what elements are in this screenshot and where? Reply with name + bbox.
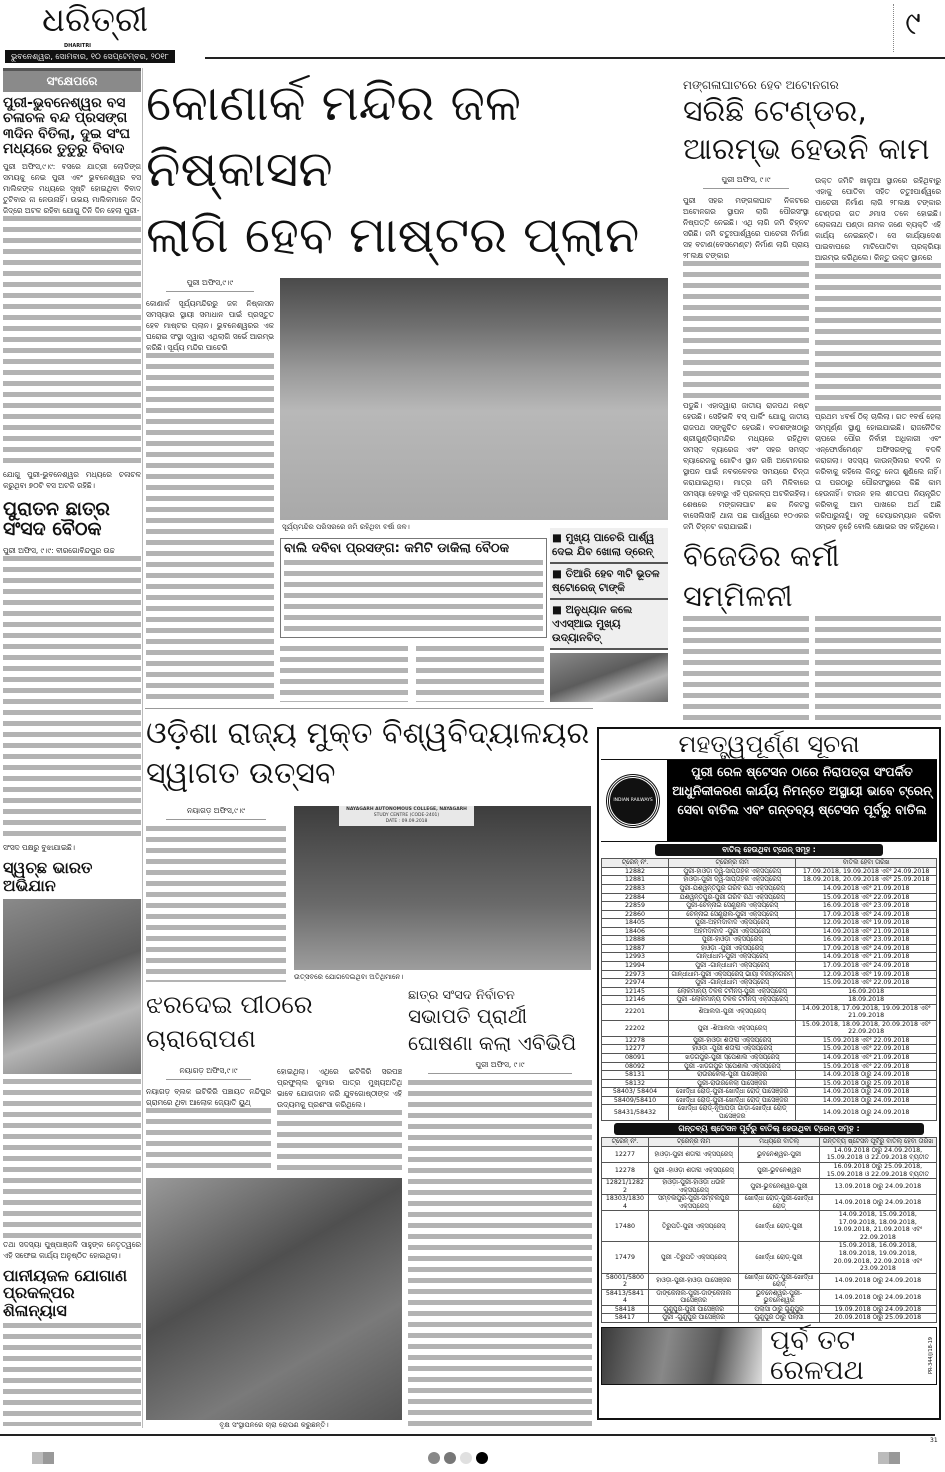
text-lines	[815, 263, 941, 411]
table-cell: 14.09.2018 ଠାରୁ 24.09.2018	[819, 1273, 936, 1289]
table-cell: ଭୁବନେଶ୍ୱର-ପୁରୀ	[739, 1146, 819, 1162]
table-cell: ଗାନ୍ଧୀଧାମ-ପୁରୀ ଏକ୍ସପ୍ରେସ୍	[669, 953, 796, 962]
table-row	[602, 867, 937, 876]
brief-body-swachh-end: ତଥା ସଦସ୍ୟା ପୁଷ୍ପାଞ୍ଜଳି ସାହୁଙ୍କ ନେତୃତ୍ୱରେ ଏହି ସଫେଇ କାର୍ଯ୍ୟ ଅନୁଷ୍ଠିତ ହୋଇଥିଲା।	[3, 1239, 141, 1260]
osou-photo-caption: ଉତ୍ସବରେ ଯୋଗଦେଇଥିବା ଅତିଥିମାନେ।	[294, 973, 404, 981]
table-cell: ଭୁବନେଶ୍ୱର-ପୁରୀ-ଭୁବନେଶ୍ୱର	[739, 1289, 819, 1305]
table-cell: 15.09.2018 ଏବଂ 22.09.2018	[796, 893, 937, 902]
register-mark-right	[878, 1452, 900, 1464]
page-number: ୯	[905, 4, 921, 42]
table-row	[602, 1020, 937, 1036]
highlight-text: ମୁଖ୍ୟ ପାଚେରି ପାର୍ଶ୍ୱ ଦେଇ ଯିବ ଖୋଲା ଡ୍ରେନ୍	[552, 532, 655, 558]
table-cell: 16.09.2018	[796, 987, 937, 996]
table-row	[602, 1211, 937, 1242]
notice-message-panel	[601, 760, 937, 842]
table-cell: 18303/18304	[602, 1195, 649, 1211]
column-header: ଟ୍ରେନ୍ ନଂ.	[602, 1138, 649, 1147]
table-row	[602, 1162, 937, 1178]
table-cell: ରାଉରକେଲା-ପୁରୀ ପାସେଞ୍ଜର	[669, 1071, 796, 1080]
text-lines	[416, 646, 544, 702]
table-row	[602, 1045, 937, 1054]
table-cell: ହାଓଡ଼ା-ପୁରୀ ଶତାବ୍ଦୀ ଏକ୍ସପ୍ରେସ୍	[648, 1146, 738, 1162]
lead-headline-line2: ଲାଗି ହେବ ମାଷ୍ଟର ପ୍ଲାନ	[146, 206, 640, 264]
brief-headline-bus: ପୁରୀ-ଭୁବନେଶ୍ୱର ବସ ଚଳାଚଳ ବନ୍ଦ ପ୍ରସଙ୍ଗ ୩ଦିନ ବିତିଲା, ଦୁଇ ସଂଘ ମଧ୍ୟରେ ତୁତୁରୁ ବିବାଦ	[3, 95, 131, 158]
table-cell: 12146	[602, 996, 669, 1005]
text-lines	[683, 616, 809, 720]
table-cell: 58132	[602, 1079, 669, 1088]
plantation-columns	[146, 1066, 402, 1174]
table-cell: ପୁରୀ -ଖଡ଼ଗପୁର ସ୍ପେଶାଲ ଏକ୍ସପ୍ରେସ୍	[669, 1062, 796, 1071]
table-cell: 12994	[602, 961, 669, 970]
table-row	[602, 876, 937, 885]
column-header: ଗନ୍ତବ୍ୟ ଷ୍ଟେସନ ପୂର୍ବରୁ ବାତିଲ୍ ହେବା ତାରିଖ	[819, 1138, 936, 1147]
text-lines	[683, 261, 809, 400]
table-cell: 18405	[602, 919, 669, 928]
table-cell: 14.09.2018, 17.09.2018, 19.09.2018 ଏବଂ 21.09.2018	[796, 1004, 937, 1020]
table-cell: 08092	[602, 1062, 669, 1071]
banner-line: DATE : 09.09.2018	[385, 819, 428, 824]
page-number-divider	[893, 4, 894, 52]
table-cell: 17.09.2018 ଏବଂ 24.09.2018	[796, 944, 937, 953]
text-lines	[280, 646, 408, 702]
table-row	[602, 1179, 937, 1195]
brief-headline-water: ପାନୀୟଜଳ ଯୋଗାଣ ପ୍ରକଳ୍ପର ଶିଳାନ୍ୟାସ	[3, 1265, 128, 1320]
table-row	[602, 1195, 937, 1211]
table-cell: ପୁରୀ -ହାଓଡ଼ା ଶତାବ୍ଦୀ ଏକ୍ସପ୍ରେସ୍	[648, 1162, 738, 1178]
osou-event-photo	[294, 806, 591, 970]
table-row	[602, 885, 937, 894]
table-cell: 15.09.2018 ଏବଂ 22.09.2018	[796, 1062, 937, 1071]
brief-body-alumni: ପୁରୀ ଅଫିସ, ୯।୯: ବୀରଗୋବିନ୍ଦପୁର ଉଚ୍ଚ	[3, 546, 115, 556]
table-cell: ପୁରୀ-ହାଓଡ଼ା ଦ୍ୱି-ସାପ୍ତାହିକ ଏକ୍ସପ୍ରେସ୍	[669, 867, 796, 876]
autonagar-dateline: ପୁରୀ ଅଫିସ, ୯।୯	[703, 175, 789, 189]
text-lines	[3, 1079, 141, 1239]
lead-story-column-1	[146, 278, 274, 702]
osou-column	[146, 806, 286, 982]
table-row	[602, 987, 937, 996]
autonagar-column-2	[815, 175, 941, 532]
table-cell: ସମ୍ବଲପୁର-ପୁରୀ-ସମ୍ବଲପୁର ଏକ୍ସପ୍ରେସ୍	[648, 1195, 738, 1211]
table-row	[602, 910, 937, 919]
table-cell: ଖୋର୍ଦ୍ଧା ରୋଡ୍-ପୁରୀ-ଖୋର୍ଦ୍ଧା ରୋଡ୍ ପାସେଞ୍ଜର	[669, 1096, 796, 1105]
table-cell: 12881	[602, 876, 669, 885]
table-row	[602, 996, 937, 1005]
officials-inspection-photo	[550, 653, 668, 702]
table-cell: ହାଓଡ଼ା-ପୁରୀ-ହାଓଡ଼ା ଧଉଳି ଏକ୍ସପ୍ରେସ୍	[648, 1179, 738, 1195]
register-dots	[428, 1452, 488, 1464]
notice-message: ପୁରୀ ରେଳ ଷ୍ଟେସନ ଠାରେ ନିରାପତ୍ତା ସଂପର୍କିତ ଆଧୁନିକୀକରଣ କାର୍ଯ୍ୟ ନିମନ୍ତେ ଅସ୍ଥାୟୀ ଭାବେ ଟ୍ରେନ୍ ସେବା ବାତିଲ ଏବଂ ଗନ୍ତବ୍ୟ ଷ୍ଟେସନ ପୂର୍ବରୁ ବାତିଲ	[667, 760, 937, 841]
pr-code: PR-344/J/18-19	[928, 1337, 934, 1375]
table-cell: 14.09.2018 ଠାରୁ 24.09.2018	[796, 1071, 937, 1080]
table-cell: ଖୋର୍ଦ୍ଧା ରୋଡ୍-ନୂଆପଡ଼ା ଗାଡ଼ା-ଖୋର୍ଦ୍ଧା ରୋଡ୍ ପାସେଞ୍ଜର	[669, 1105, 796, 1121]
table-cell: 22973	[602, 970, 669, 979]
related-story-headline: ବାଲି ଦବିବା ପ୍ରସଙ୍ଗ: କମିଟି ଡାକିଲା ବୈଠକ	[284, 541, 510, 556]
newspaper-logo: ଧରିତ୍ରୀ	[42, 0, 149, 40]
table-cell: ଲୋକମାନ୍ୟ ତିଳକ ଟର୍ମିନସ୍-ପୁରୀ ଏକ୍ସପ୍ରେସ୍	[669, 987, 796, 996]
autonagar-kicker: ମଙ୍ଗଳାଘାଟରେ ହେବ ଅଟୋନଗର	[683, 78, 839, 92]
table-cell: 22884	[602, 893, 669, 902]
lead-body-area	[146, 278, 670, 702]
plantation-photo	[146, 1178, 402, 1420]
table-row	[602, 1105, 937, 1121]
table-row	[602, 961, 937, 970]
plantation-photo-caption: ବୃକ୍ଷ ସଂସ୍ଥାପନରେ ଚାରା ରୋପଣ କରୁଛନ୍ତି।	[219, 1421, 329, 1429]
highlight-item: ■ ତିଆରି ହେବ ୩ଟି ଭୂତଳ ଷ୍ଟୋରେଜ୍ ଟାଙ୍କି	[550, 564, 668, 600]
table-row	[602, 927, 937, 936]
table-cell: 58403/ 58404	[602, 1088, 669, 1097]
notice-title: ମହତ୍ତ୍ୱପୂର୍ଣ୍ଣ ସୂଚନା	[601, 731, 937, 760]
east-coast-railway-brand: ପୂର୍ବ ତଟ ରେଳପଥ	[770, 1325, 864, 1386]
table-cell: 22974	[602, 979, 669, 988]
plantation-column-2	[277, 1066, 402, 1174]
text-lines	[3, 216, 141, 469]
table-cell: ଚେନ୍ନାଇ ସେଣ୍ଟ୍ରାଲ-ପୁରୀ ଏକ୍ସପ୍ରେସ୍	[669, 910, 796, 919]
autonagar-story	[683, 78, 941, 720]
table-cell: ତିରୁପତି-ପୁରୀ ଏକ୍ସପ୍ରେସ୍	[648, 1211, 738, 1242]
table-cell: ଖୋର୍ଦ୍ଧା ରୋଡ୍-ପୁରୀ-ଖୋର୍ଦ୍ଧା ରୋଡ୍ ପାସେଞ୍ଜର	[669, 1088, 796, 1097]
railway-notice-ad	[597, 727, 941, 1420]
table-cell: 14.09.2018 ଏବଂ 21.09.2018	[796, 927, 937, 936]
bjd-meeting-headline: ବିଜେଡିର କର୍ମୀ ସମ୍ମିଳନୀ	[683, 539, 840, 613]
table-row	[602, 1314, 937, 1323]
highlight-item: ■ ଅନୁଧ୍ୟାନ କଲେ ଏଏସ୍‌ଆଇ ମୁଖ୍ୟ ଉଦ୍ୟାନବିତ୍	[550, 600, 668, 650]
table-cell: 12.09.2018 ଏବଂ 19.09.2018	[796, 919, 937, 928]
table-row	[602, 1062, 937, 1071]
table-cell: 22202	[602, 1020, 669, 1036]
table-cell: ପୁରୀ-ହାଓଡ଼ା ଏକ୍ସପ୍ରେସ୍	[669, 936, 796, 945]
short-terminated-trains-table	[601, 1137, 937, 1323]
related-story-box	[280, 538, 547, 638]
table-cell: ପୁରୀ-ଭୁବନେଶ୍ୱର	[739, 1162, 819, 1178]
text-lines	[284, 560, 543, 634]
section-label: ସଂକ୍ଷେପରେ	[3, 68, 141, 92]
footer-page-code: 31	[930, 1437, 938, 1444]
text-lines	[277, 1110, 402, 1174]
table-cell: ପୁରୀ -ଗାନ୍ଧୀଧାମ ଏକ୍ସପ୍ରେସ୍	[669, 961, 796, 970]
table-row	[602, 1146, 937, 1162]
osou-story	[146, 714, 591, 982]
footer-rule	[0, 1434, 935, 1436]
table-row	[602, 1071, 937, 1080]
table-cell: ଗୁଣୁପୁର ଠାରୁ ପଲାସା	[739, 1314, 819, 1323]
column-header: ଟ୍ରେନ୍ ନଂ.	[602, 859, 669, 868]
table-row	[602, 1053, 937, 1062]
table-cell: 12882	[602, 867, 669, 876]
table-cell: ଖୋର୍ଦ୍ଧା ରୋଡ୍-ପୁରୀ-ଖୋର୍ଦ୍ଧା ରୋଡ୍	[739, 1195, 819, 1211]
lead-body: କୋଣାର୍କ ସୂର୍ଯ୍ୟମନ୍ଦିରରୁ ଜଳ ନିଷ୍କାସନ ସମସ୍ୟାର ସ୍ଥାୟୀ ସମାଧାନ ପାଇଁ ପ୍ରସ୍ତୁତ ହେବ ମାଷ୍ଟର ପ୍ଲାନ। ଭୁବନେଶ୍ୱରର ଏକ ଘରୋଇ ସଂସ୍ଥା ଦ୍ୱାରା ଏଥିଲାଗି ସର୍ଭେ ଆରମ୍ଭ କରିଛି। ସୂର୍ଯ୍ୟ ମନ୍ଦିର ପାଚେରି	[146, 299, 274, 352]
lead-photo-caption: ସୂର୍ଯ୍ୟମନ୍ଦିର ପରିସରରେ ଜମି ରହିଥିବା ବର୍ଷା ଜଳ।	[282, 523, 410, 531]
table-cell: 14.09.2018 ଠାରୁ 24.09.2018	[819, 1289, 936, 1305]
register-dot	[476, 1452, 488, 1464]
text-lines	[146, 1108, 271, 1174]
table-cell: 18.09.2018	[796, 996, 937, 1005]
table-cell: ଗୁଣୁପୁର-ପୁରୀ ପାସେଞ୍ଜର	[648, 1305, 738, 1314]
table-cell: 58413/58414	[602, 1289, 649, 1305]
bjd-columns	[683, 616, 941, 720]
osou-photo-area	[294, 806, 591, 982]
banner-line: NAYAGARH AUTONOMOUS COLLEGE, NAYAGARH	[346, 807, 467, 812]
table-row	[602, 979, 937, 988]
text-lines	[146, 353, 274, 702]
table-cell: 18406	[602, 927, 669, 936]
autonagar-columns	[683, 175, 941, 532]
table-cell: 15.09.2018 ଏବଂ 22.09.2018	[796, 1045, 937, 1054]
table-cell: 15.09.2018 ଏବଂ 22.09.2018	[796, 1036, 937, 1045]
table-cell: ହାଓଡ଼ା -ପୁରୀ ଏକ୍ସପ୍ରେସ୍	[669, 944, 796, 953]
table-row	[602, 1079, 937, 1088]
autonagar-body-3: ପଡୁଛି। ଏହାଦ୍ୱାରା ଜାତୀୟ ରାଜପଥ ନଷ୍ଟ ହେଉଛି। ସେହିଭଳି ବସ୍ ପାର୍କିଂ ଯୋଗୁ ଜାତୀୟ ରାଜପଥ ସଙ୍କୁଚିତ ହେଉଛି। ବଡଶଙ୍ଖଠାରୁ ଶ୍ରୀଗୁଣ୍ଡିଚାମନ୍ଦିର ମଧ୍ୟରେ ରହିଥିବା ସମସ୍ତ ବ୍ୟାରେଜ ଏବଂ ସହର ସମସ୍ତ ବ୍ୟାରେଜକୁ ଗୋଟିଏ ସ୍ଥାନ ରଖି ଅଟୋନଗର ସ୍ଥାପନ ପାଇଁ ନବକଳେବର ସମୟରେ ଚିନ୍ତା କରାଯାଇଥିଲା। ମାତ୍ର ଜମି ମିଳିବାରେ ସମସ୍ୟା ହେବାରୁ ଏହି ପ୍ରକଳ୍ପ ଅଟକିରହିଲା। ଶେଷରେ ମଙ୍ଗଳାଘାଟ ଛକ ନିକଟସ୍ଥ ବାସେଲିସାହି ଥାନା ପଛ ପାର୍ଶ୍ୱରେ ୧୦ଏକର ଜମି ଚିହ୍ନଟ କରାଯାଇଛି।	[683, 401, 809, 531]
abvp-headline: ସଭାପତି ପ୍ରାର୍ଥୀ ଘୋଷଣା କଲା ଏବିଭିପି	[408, 1004, 577, 1055]
table-row	[602, 970, 937, 979]
table-row	[602, 953, 937, 962]
lead-photo-waterlogged-temple	[280, 278, 668, 520]
brief-body-bus-end: ଯୋଗୁ ପୁରୀ-ଭୁବନେଶ୍ୱର ମଧ୍ୟରେ ଚଳାଚଳ କରୁଥିବା ୭୦ଟି ବସ ଅଟକି ରହିଛି।	[3, 469, 141, 490]
register-dot	[444, 1452, 456, 1464]
table-row	[602, 1242, 937, 1273]
table-cell: 22201	[602, 1004, 669, 1020]
swachh-photo	[3, 899, 141, 1074]
table-cell: ଡାଙ୍କେନାଲ-ପୁରୀ-ଡାଙ୍କେନାଲ ପାସେଞ୍ଜର	[648, 1289, 738, 1305]
lead-headline	[146, 70, 670, 268]
lead-dateline: ପୁରୀ ଅଫିସ,୯।୯	[166, 278, 254, 292]
table-row	[602, 1004, 937, 1020]
table-cell: 12.09.2018 ଏବଂ 19.09.2018	[796, 970, 937, 979]
table-cell: ଖୋର୍ଦ୍ଧା ରୋଡ୍-ପୁରୀ	[739, 1242, 819, 1273]
table-cell: ଖୋର୍ଦ୍ଧା ରୋଡ୍-ପୁରୀ	[739, 1211, 819, 1242]
table-cell: ପୁରୀ -ଶିଆଲଦା ଏକ୍ସପ୍ରେସ୍	[669, 1020, 796, 1036]
table-cell: 12277	[602, 1146, 649, 1162]
table-cell: 12278	[602, 1162, 649, 1178]
table-row	[602, 936, 937, 945]
table-cell: 15.09.2018, 16.09.2018, 18.09.2018, 19.09.2018, 20.09.2018, 22.09.2018 ଏବଂ 23.09.2018	[819, 1242, 936, 1273]
highlight-text: ତିଆରି ହେବ ୩ଟି ଭୂତଳ ଷ୍ଟୋରେଜ୍ ଟାଙ୍କି	[552, 568, 660, 594]
table-cell: ପୁରୀ -ଗାନ୍ଧୀଧାମ ଏକ୍ସପ୍ରେସ୍	[669, 979, 796, 988]
brief-body-bus: ପୁରୀ ଅଫିସ,୯।୯: ବସରେ ଯାତ୍ରୀ ଲୋଡିଙ୍ଗ ସମୟକୁ ନେଇ ପୁରୀ ଏବଂ ଭୁବନେଶ୍ୱର ବସ ମାଲିକଙ୍କ ମଧ୍ୟରେ ସୃଷ୍ଟି ହୋଇଥିବା ବିବାଦ ତୁଟିବାର ନା ନେଉନାହିଁ। ଉଭୟ ମାଲିକମାନେ ଜିଦ୍‌ ଜିଦ୍‌ରେ ଅଟଳ ରହିବା ଯୋଗୁ ତିନି ଦିନ ହେଲା ପୁରୀ-	[3, 161, 141, 215]
table-cell: ପୁରୀ-ରାଉରକେଲା ପାସେଞ୍ଜର	[669, 1079, 796, 1088]
osou-dateline: ନୟାଗଡ଼ ଅଫିସ,୯।୯	[166, 806, 266, 820]
table-header-row	[602, 1138, 937, 1147]
table-cell: 20.09.2018 ଠାରୁ 25.09.2018	[819, 1314, 936, 1323]
register-mark-left	[32, 1452, 54, 1464]
lead-highlights	[550, 528, 668, 650]
table-cell: 12821/12822	[602, 1179, 649, 1195]
osou-body-area	[146, 806, 591, 982]
table-cell: 14.09.2018 ଠାରୁ 24.09.2018	[819, 1195, 936, 1211]
text-lines	[3, 1323, 141, 1426]
table-cell: ଗାନ୍ଧୀଧାମ-ପୁରୀ ଏକ୍ସପ୍ରେସ୍ ଭାୟା ବିଜୟନଗରମ୍	[669, 970, 796, 979]
table-cell: 14.09.2018 ଠାରୁ 24.09.2018	[796, 1105, 937, 1121]
plantation-body-2: ହୋଇଥିଲା। ଏଥିରେ ଇଟିକିରି ସରପଞ୍ଚ ପ୍ରଫୁଲ୍ଲ କୁମାର ପାତ୍ର ମୁଖ୍ୟଅତିଥି ଭାବେ ଯୋଗଦାନ କରି ଯୁବଗୋଷ୍ଠୀଙ୍କ ଏହି ଉଦ୍ୟମକୁ ପ୍ରଶଂସା କରିଥିଲେ।	[277, 1067, 402, 1109]
table-header-row	[602, 859, 937, 868]
table-cell: ପୁରୀ -ଗୁଣୁପୁର ପାସେଞ୍ଜର	[648, 1314, 738, 1323]
column-header: ଟ୍ରେନ୍‌ର ନାମ	[669, 859, 796, 868]
abvp-kicker: ଛାତ୍ର ସଂସଦ ନିର୍ବାଚନ	[408, 988, 515, 1003]
table-row	[602, 944, 937, 953]
table-cell: 22860	[602, 910, 669, 919]
brief-headline-alumni: ପୁରାତନ ଛାତ୍ର ସଂସଦ ବୈଠକ	[3, 497, 110, 541]
table-cell: 16.09.2018 ଠାରୁ 25.09.2018, 15.09.2018 ଓ 22.09.2018 ବ୍ୟତୀତ	[819, 1162, 936, 1178]
table-cell: 14.09.2018, 15.09.2018, 17.09.2018, 18.09.2018, 19.09.2018, 21.09.2018 ଏବଂ 22.09.2018	[819, 1211, 936, 1242]
table-cell: 18.09.2018, 20.09.2018 ଏବଂ 25.09.2018	[796, 876, 937, 885]
table-cell: 17.09.2018, 19.09.2018 ଏବଂ 24.09.2018	[796, 867, 937, 876]
brief-headline-swachh: ସ୍ୱଚ୍ଛ ଭାରତ ଅଭିଯାନ	[3, 858, 93, 895]
table-cell: 58418	[602, 1305, 649, 1314]
abvp-dateline: ପୁରୀ ଅଫିସ, ୯।୯	[428, 1060, 572, 1074]
table-row	[602, 902, 937, 911]
column-header: ଟ୍ରେନ୍‌ର ନାମ	[648, 1138, 738, 1147]
logo-subtitle: DHARITRI	[64, 43, 92, 49]
locomotive-image	[602, 1328, 762, 1384]
briefs-column	[3, 68, 141, 1426]
table-cell: ଯଶୱନ୍ତପୁର-ପୁରୀ ଗରିବ ରଥ ଏକ୍ସପ୍ରେସ୍	[669, 893, 796, 902]
table-row	[602, 1305, 937, 1314]
table-cell: 58409/58410	[602, 1096, 669, 1105]
lead-right-area	[280, 278, 670, 702]
table-cell: 15.09.2018 ଏବଂ 22.09.2018	[796, 979, 937, 988]
table-cell: ହାଓଡ଼ା -ପୁରୀ ଶତାବ୍ଦୀ ଏକ୍ସପ୍ରେସ୍	[669, 1045, 796, 1054]
table-cell: 58131	[602, 1071, 669, 1080]
plantation-story	[146, 988, 402, 1430]
table-cell: 14.09.2018 ଏବଂ 21.09.2018	[796, 1053, 937, 1062]
table-row	[602, 1273, 937, 1289]
railway-banner	[601, 1327, 937, 1385]
text-lines	[3, 556, 141, 842]
column-header: ମଧ୍ୟରେ ବାତିଲ୍	[739, 1138, 819, 1147]
autonagar-headline: ସରିଛି ଟେଣ୍ଡର, ଆରମ୍ଭ ହେଉନି କାମ	[683, 94, 930, 167]
table-row	[602, 919, 937, 928]
table-cell: 17.09.2018 ଏବଂ 24.09.2018	[796, 910, 937, 919]
plantation-body-1: ନୟାଗଡ଼ ବ୍ଲକ ଇଟିକିରି ପଞ୍ଚାୟତ ନନ୍ଦିପୁର ଗ୍ରାମରେ ଥିବା ଆଲୋକ ଜ୍ୟୋତି ୟୁଥ୍	[146, 1087, 271, 1107]
highlight-item: ■ ମୁଖ୍ୟ ପାଚେରି ପାର୍ଶ୍ୱ ଦେଇ ଯିବ ଖୋଲା ଡ୍ରେନ୍	[550, 528, 668, 564]
table-cell: 14.09.2018 ଠାରୁ 24.09.2018, 15.09.2018 ଓ 22.09.2018 ବ୍ୟତୀତ	[819, 1146, 936, 1162]
table-cell: ପୁରୀ -ତିରୁପତି ଏକ୍ସପ୍ରେସ୍	[648, 1242, 738, 1273]
edition-date: ଭୁବନେଶ୍ୱର, ସୋମବାର, ୧୦ ସେପ୍ଟେମ୍ବର, ୨୦୧୮	[5, 50, 175, 63]
table-cell: ପୁରୀ-ଭୁବନେଶ୍ୱର-ପୁରୀ	[739, 1179, 819, 1195]
table-cell: ହାଓଡ଼ା-ପୁରୀ-ହାଓଡ଼ା ପାସେଞ୍ଜର	[648, 1273, 738, 1289]
highlight-text: ଅନୁଧ୍ୟାନ କଲେ ଏଏସ୍‌ଆଇ ମୁଖ୍ୟ ଉଦ୍ୟାନବିତ୍	[552, 604, 633, 644]
college-banner	[339, 806, 474, 826]
lead-story	[146, 70, 670, 702]
plantation-headline: ଝରଦେଇ ପୀଠରେ ଚାରାରୋପଣ	[146, 990, 313, 1053]
lead-headline-line1: କୋଣାର୍କ ମନ୍ଦିର ଜଳ ନିଷ୍କାସନ	[146, 74, 521, 198]
table-cell: ପୁରୀ -ଲୋକମାନ୍ୟ ତିଳକ ଟର୍ମିନସ୍ ଏକ୍ସପ୍ରେସ୍	[669, 996, 796, 1005]
table-cell: ଅହମଦାବାଦ -ପୁରୀ ଏକ୍ସପ୍ରେସ୍	[669, 927, 796, 936]
table-cell: 12277	[602, 1045, 669, 1054]
table-cell: 58417	[602, 1314, 649, 1323]
autonagar-column-1	[683, 175, 809, 532]
table-row	[602, 1036, 937, 1045]
table-cell: 19.09.2018 ଠାରୁ 24.09.2018	[819, 1305, 936, 1314]
table-row	[602, 893, 937, 902]
register-dot	[428, 1452, 440, 1464]
osou-headline: ଓଡ଼ିଶା ରାଜ୍ୟ ମୁକ୍ତ ବିଶ୍ୱବିଦ୍ୟାଳୟର ସ୍ୱାଗତ ଉତ୍ସବ	[146, 716, 590, 791]
brief-body-alumni-end: ସଂସଦ ପକ୍ଷରୁ ବୁଝାଯାଇଛି।	[3, 843, 75, 853]
section-rule	[145, 708, 593, 709]
table-cell: ପୁରୀ-ଅହମଦାବାଦ ଏକ୍ସପ୍ରେସ୍	[669, 919, 796, 928]
table-cell: 14.09.2018 ଠାରୁ 24.09.2018	[796, 1096, 937, 1105]
table-cell: 16.09.2018 ଏବଂ 23.09.2018	[796, 936, 937, 945]
table-row	[602, 1096, 937, 1105]
table-cell: 22859	[602, 902, 669, 911]
table-cell: 12888	[602, 936, 669, 945]
table-row	[602, 1289, 937, 1305]
table-cell: 08091	[602, 1053, 669, 1062]
autonagar-body-2: ଉକ୍ତ ଜମିଟି ଖାଲୁଆ ସ୍ଥାନରେ ରହିଥିବାରୁ ଏହାକୁ ପୋତିବା ସହିତ ଚତୁଃପାର୍ଶ୍ୱରେ ପାଚେରୀ ନିର୍ମାଣ ଲାଗି ୨୮ଲକ୍ଷ ଟଙ୍କାର ଟେଣ୍ଡର ଗତ ୬ମାସ ତଳେ ହୋଇଛି। ଲୋକନାଥ ପଣ୍ଡା ନାମକ ଜଣେ ବ୍ୟକ୍ତି ଏହି କାର୍ଯ୍ୟ ନେଇଛନ୍ତି। ସେ କାର୍ଯ୍ୟାଦେଶ ପାଇବାପରେ ମାଟିପୋତିବା ପ୍ରକ୍ରିୟା ଆରମ୍ଭ କରିଥିଲେ। କିନ୍ତୁ ଉକ୍ତ ସ୍ଥାନରେ	[815, 176, 941, 262]
indian-railways-logo	[607, 775, 659, 827]
autonagar-body-4: ପ୍ରଥମ ୪ବର୍ଷ ଠିକ୍ ଚାଲିଲା। ଗତ ୧ବର୍ଷ ହେଲା ସମ୍ପୂର୍ଣ୍ଣ ସ୍ଥାଣୁ ହୋଇଯାଇଛି। ରାଜନୈତିକ ଚାପରେ ପୌର ନିର୍ବାହୀ ଅଧିକାରୀ ଏବଂ ଏନ୍‌ଫୋର୍ସମେଣ୍ଟ ଅଫିସରଙ୍କୁ ବଦଳି କରାଗଲା। ସଦସ୍ୟ କାଉନ୍ସିଲର ବଦଳି ନ କରିବାକୁ କହିଲେ କିନ୍ତୁ ନେତା ଶୁଣିଲେ ନାହିଁ। ତା ପରଠାରୁ ପୌରସଂସ୍ଥାରେ କିଛି କାମ ହେଉନାହିଁ। ଟାଉନ ହଲ ଶୀତତାପ ନିୟନ୍ତ୍ରିତ କରିବାକୁ ଆମ ପାଖରେ ଅର୍ଥ ଅଛି କରିପାରୁନାହୁଁ। ସବୁ ଚେୟାରମ୍ୟାନ କରିବା ସମ୍ଭବ ନୁହେଁ ବୋଲି କ୍ଷୋଭର ସହ କହିଥିଲେ।	[815, 412, 941, 531]
table-cell: ଖଡ଼ଗପୁର-ପୁରୀ ସ୍ପେଶାଲ ଏକ୍ସପ୍ରେସ୍	[669, 1053, 796, 1062]
table-cell: 17479	[602, 1242, 649, 1273]
table-cell: 12145	[602, 987, 669, 996]
table-cell: 12993	[602, 953, 669, 962]
table-cell: 17480	[602, 1211, 649, 1242]
column-header: ବାତିଲ ହେବା ତାରିଖ	[796, 859, 937, 868]
short-terminated-trains-title: ଗନ୍ତବ୍ୟ ଷ୍ଟେସନ ପୂର୍ବରୁ ବାତିଲ୍ ହେଉଥିବା ଟ୍ରେନ୍ ସମୂହ :	[614, 1123, 923, 1135]
table-cell: 15.09.2018, 18.09.2018, 20.09.2018 ଏବଂ 22.09.2018	[796, 1020, 937, 1036]
text-lines	[146, 826, 286, 982]
table-cell: 14.09.2018 ଏବଂ 21.09.2018	[796, 953, 937, 962]
table-cell: ପଲାସା ଠାରୁ ଗୁଣୁପୁର	[739, 1305, 819, 1314]
logo-text: INDIAN RAILWAYS	[613, 798, 653, 804]
text-lines	[408, 1080, 592, 1426]
plantation-dateline: ନୟାଗଡ଼ ଅଫିସ,୯।୯	[166, 1066, 251, 1080]
table-cell: ଖୋର୍ଦ୍ଧା ରୋଡ୍-ପୁରୀ-ଖୋର୍ଦ୍ଧା ରୋଡ୍	[739, 1273, 819, 1289]
table-cell: 17.09.2018 ଏବଂ 24.09.2018	[796, 961, 937, 970]
table-cell: 12278	[602, 1036, 669, 1045]
plantation-column-1	[146, 1066, 271, 1174]
table-cell: 14.09.2018 ଏବଂ 21.09.2018	[796, 885, 937, 894]
table-cell: 58001/58002	[602, 1273, 649, 1289]
table-cell: ପୁରୀ-ଯଶୱନ୍ତପୁର ଗରିବ ରଥ ଏକ୍ସପ୍ରେସ୍	[669, 885, 796, 894]
text-lines	[815, 616, 941, 720]
cancelled-trains-title: ବାତିଲ୍ ହେଉଥିବା ଟ୍ରେନ୍ ସମୂହ :	[655, 844, 883, 856]
table-cell: ହାଓଡ଼ା-ପୁରୀ ଦ୍ୱି-ସାପ୍ତାହିକ ଏକ୍ସପ୍ରେସ୍	[669, 876, 796, 885]
table-cell: 22883	[602, 885, 669, 894]
cancelled-trains-table	[601, 858, 937, 1121]
table-cell: 13.09.2018 ଠାରୁ 24.09.2018	[819, 1179, 936, 1195]
table-row	[602, 1088, 937, 1097]
table-cell: ପୁରୀ-ହାଓଡ଼ା ଶତାବ୍ଦୀ ଏକ୍ସପ୍ରେସ୍	[669, 1036, 796, 1045]
table-cell: 15.09.2018 ଠାରୁ 25.09.2018	[796, 1079, 937, 1088]
table-cell: 12887	[602, 944, 669, 953]
register-dot	[460, 1452, 472, 1464]
table-cell: 14.09.2018 ଠାରୁ 24.09.2018	[796, 1088, 937, 1097]
column-divider	[142, 68, 143, 1428]
masthead	[0, 0, 945, 64]
autonagar-body-1: ପୁରୀ ସହର ମଙ୍ଗଳାଘାଟ ନିକଟରେ ଅଟୋନଗର ସ୍ଥାପନ ଲାଗି ପୌରସଂସ୍ଥା ନିଷ୍ପତ୍ତି ନେଇଛି। ଏଥି ଲାଗି ଜମି ଚିହ୍ନଟ ସରିଛି। ଜମି ଚତୁଃପାର୍ଶ୍ୱରେ ପାଚେରୀ ନିର୍ମାଣ ସହ ବଟାଣ(ବେସମେଣ୍ଟ) ନିର୍ମାଣ ଲାଗି ପ୍ରାୟ ୨୮ଲକ୍ଷ ଟଙ୍କାର	[683, 196, 809, 260]
banner-line: STUDY CENTRE (CODE-2401)	[373, 813, 440, 818]
table-cell: 58431/58432	[602, 1105, 669, 1121]
abvp-story	[408, 988, 592, 1426]
table-cell: ପୁରୀ-ଚେନ୍ନାଇ ସେଣ୍ଟ୍ରାଲ ଏକ୍ସପ୍ରେସ୍	[669, 902, 796, 911]
table-cell: 16.09.2018 ଏବଂ 23.09.2018	[796, 902, 937, 911]
table-cell: ଶିଆଲଦା-ପୁରୀ ଏକ୍ସପ୍ରେସ୍	[669, 1004, 796, 1020]
masthead-rule	[205, 57, 945, 59]
